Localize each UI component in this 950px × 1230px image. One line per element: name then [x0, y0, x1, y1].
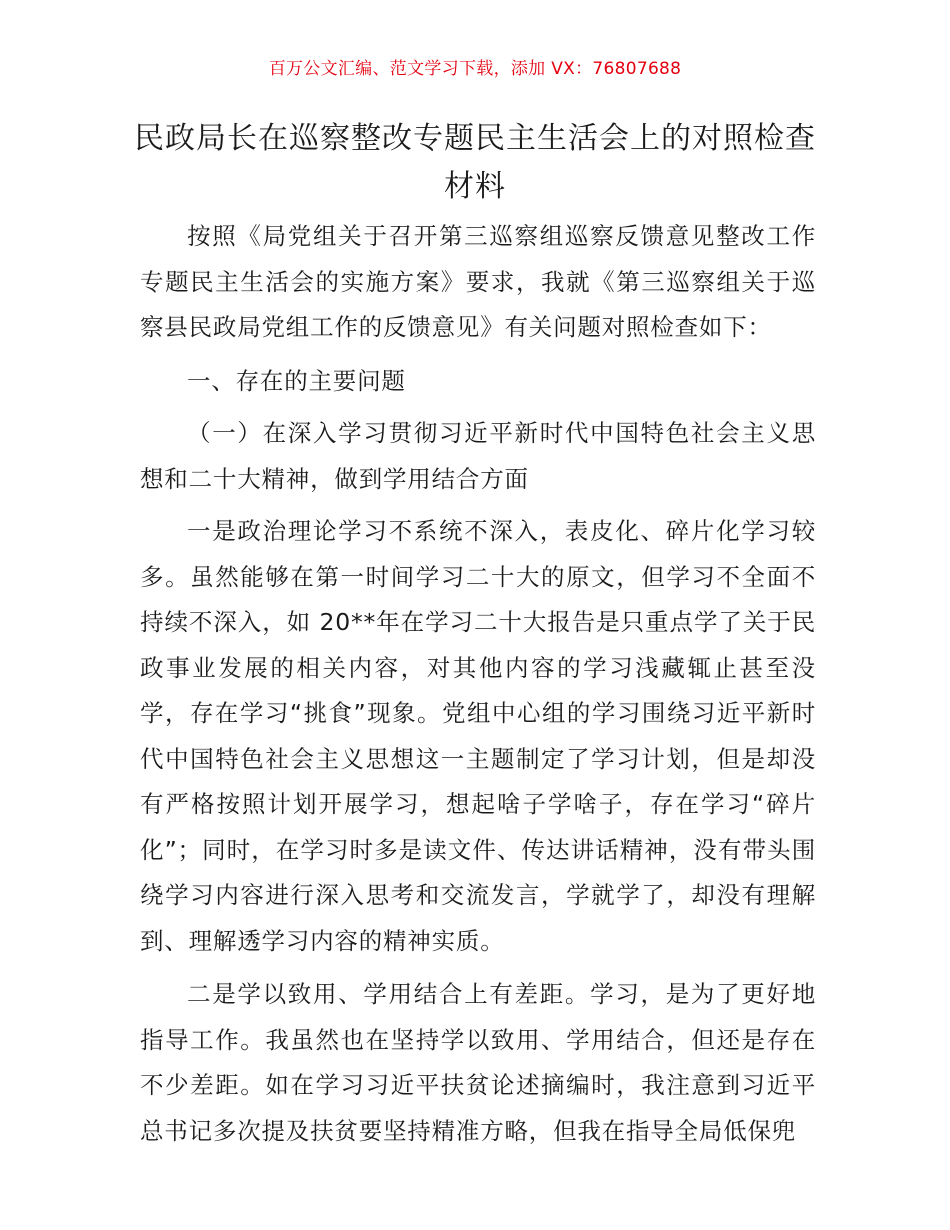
document-body: [140, 214, 816, 1162]
body-paragraph-point-two: 二是学以致用、学用结合上有差距。学习，是为了更好地指导工作。我虽然也在坚持学以致用、学用结合，但还是存在不少差距。如在学习习近平扶贫论述摘编时，我注意到习近平总书记多次提及扶贫要坚持精准方略，但我在指导全局低保兜: [140, 980, 816, 1145]
intro-paragraph: 按照《局党组关于召开第三巡察组巡察反馈意见整改工作专题民主生活会的实施方案》要求，我就《第三巡察组关于巡察县民政局党组工作的反馈意见》有关问题对照检查如下：: [140, 222, 816, 341]
body-paragraph-point-one: 一是政治理论学习不系统不深入，表皮化、碎片化学习较多。虽然能够在第一时间学习二十大的原文，但学习不全面不持续不深入，如 20**年在学习二十大报告是只重点学了关于民政事业发展的相关内容，对其他内容的学习浅藏辄止甚至没学，存在学习“挑食”现象。党组中心组的学习围绕习近平新时代中国特色社会主义思想这一主题制定了学习计划，但是却没有严格按照计划开展学习，想起啥子学啥子，存在学习“碎片化”；同时，在学习时多是读文件、传达讲话精神，没有带头围绕学习内容进行深入思考和交流发言，学就学了，却没有理解到、理解透学习内容的精神实质。: [140, 517, 816, 955]
section-heading: 一、存在的主要问题: [187, 366, 406, 395]
document-title: 民政局长在巡察整改专题民主生活会上的对照检查材料: [134, 121, 816, 204]
watermark-banner: 百万公文汇编、范文学习下载，添加 VX：76807688: [268, 59, 682, 79]
subsection-heading: （一）在深入学习贯彻习近平新时代中国特色社会主义思想和二十大精神，做到学用结合方面: [140, 419, 816, 493]
